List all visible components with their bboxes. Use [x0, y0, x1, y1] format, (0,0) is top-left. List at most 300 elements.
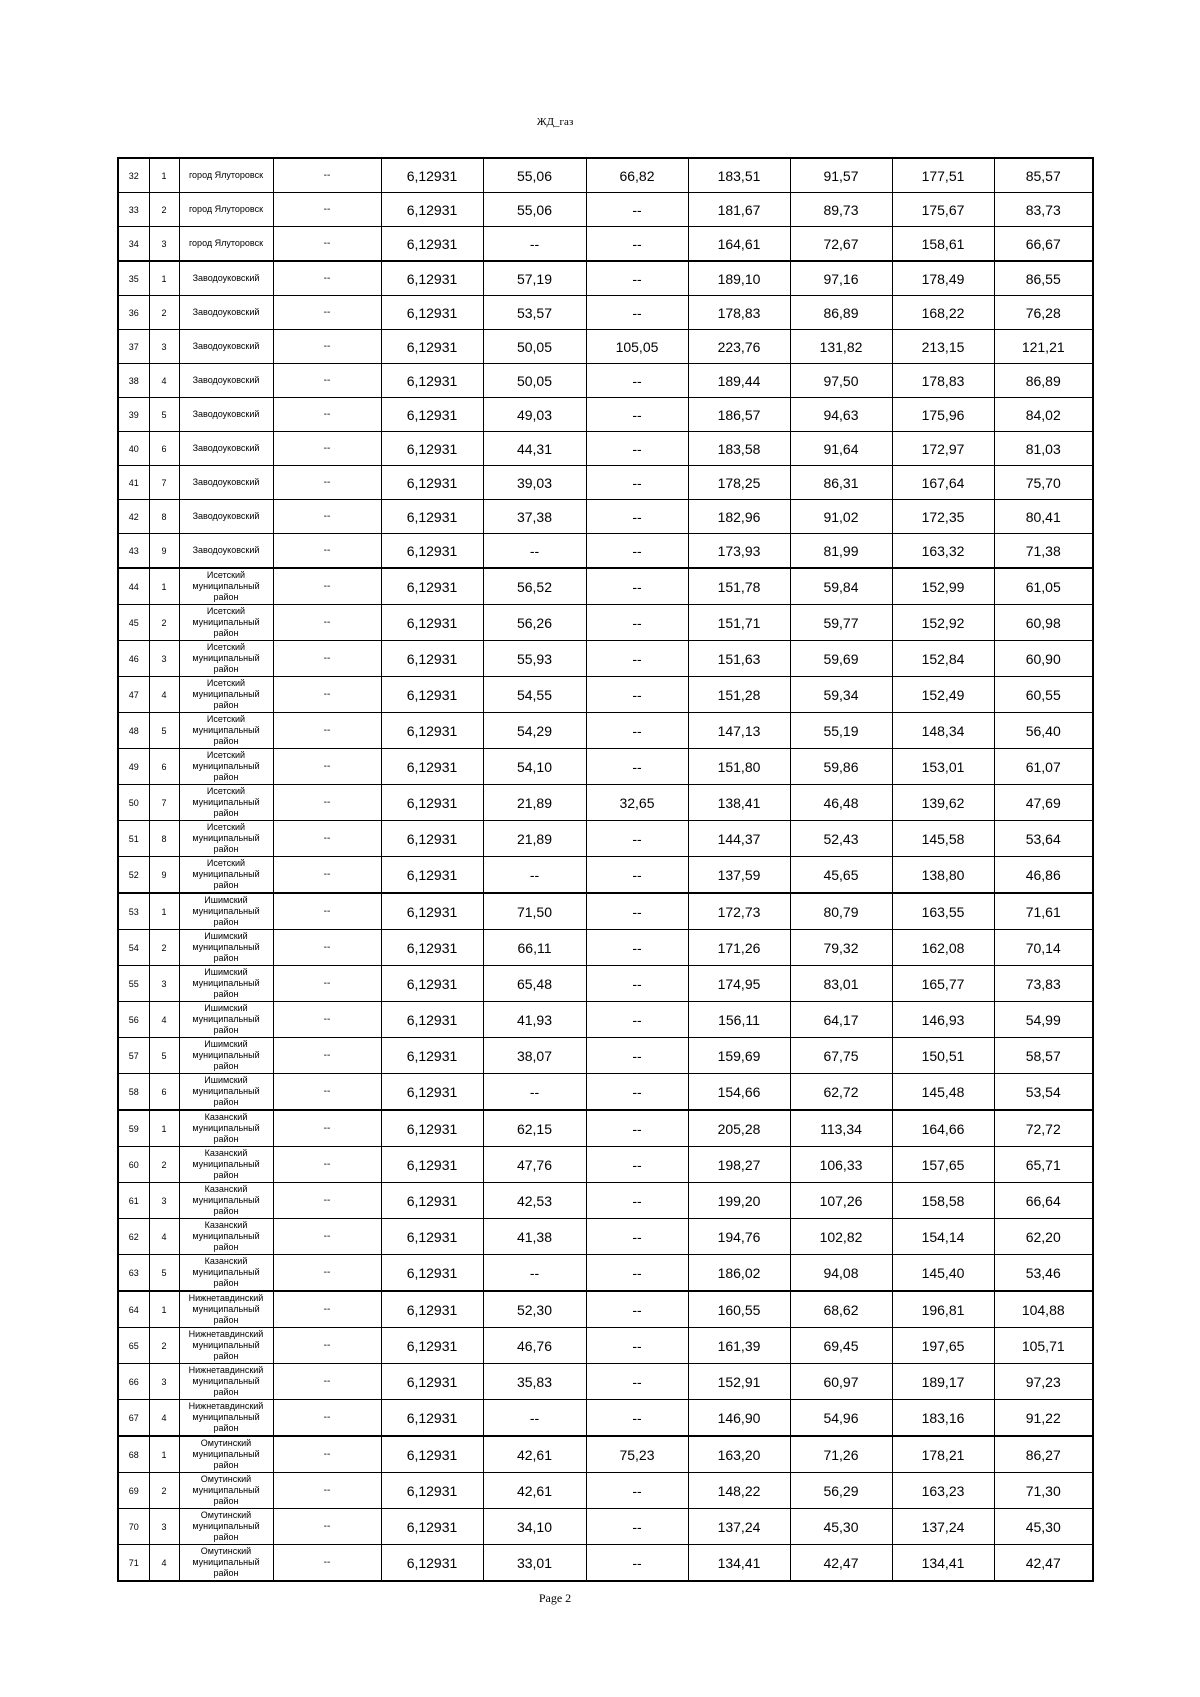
col10-cell: 178,83 [892, 364, 994, 398]
sub-number-cell: 1 [149, 1436, 179, 1473]
col5-cell: 6,12931 [381, 500, 483, 534]
col10-cell: 177,51 [892, 158, 994, 193]
sub-number-cell: 1 [149, 1291, 179, 1328]
col6-cell: 55,06 [483, 193, 586, 227]
col11-cell: 53,64 [994, 821, 1093, 857]
col9-cell: 67,75 [790, 1038, 892, 1074]
row-number-cell: 59 [118, 1110, 149, 1147]
sub-number-cell: 4 [149, 364, 179, 398]
col9-cell: 68,62 [790, 1291, 892, 1328]
col4-cell: -- [273, 1219, 381, 1255]
col8-cell: 178,25 [688, 466, 790, 500]
col7-cell: -- [586, 1509, 688, 1545]
col8-cell: 151,63 [688, 641, 790, 677]
table-row [118, 1364, 1093, 1400]
table-row [118, 398, 1093, 432]
col7-cell: -- [586, 364, 688, 398]
col7-cell: -- [586, 1147, 688, 1183]
row-number-cell: 36 [118, 296, 149, 330]
col6-cell: 41,93 [483, 1002, 586, 1038]
district-name-cell: Заводоуковский [179, 466, 273, 500]
col8-cell: 137,24 [688, 1509, 790, 1545]
col10-cell: 164,66 [892, 1110, 994, 1147]
col8-cell: 189,44 [688, 364, 790, 398]
col7-cell: 105,05 [586, 330, 688, 364]
district-name-cell: Заводоуковский [179, 500, 273, 534]
col11-cell: 86,27 [994, 1436, 1093, 1473]
data-table [117, 157, 1094, 1582]
col7-cell: -- [586, 1183, 688, 1219]
col6-cell: 49,03 [483, 398, 586, 432]
col5-cell: 6,12931 [381, 1255, 483, 1292]
col4-cell: -- [273, 785, 381, 821]
col6-cell: -- [483, 1255, 586, 1292]
col10-cell: 139,62 [892, 785, 994, 821]
table-row [118, 1545, 1093, 1582]
row-number-cell: 67 [118, 1400, 149, 1437]
col4-cell: -- [273, 227, 381, 262]
sub-number-cell: 3 [149, 966, 179, 1002]
col5-cell: 6,12931 [381, 261, 483, 296]
col6-cell: 21,89 [483, 785, 586, 821]
col5-cell: 6,12931 [381, 605, 483, 641]
col4-cell: -- [273, 1183, 381, 1219]
col7-cell: -- [586, 857, 688, 894]
table-row [118, 1219, 1093, 1255]
col5-cell: 6,12931 [381, 534, 483, 569]
col7-cell: -- [586, 1400, 688, 1437]
district-name-cell: Исетский муниципальный район [179, 749, 273, 785]
district-name-cell: Заводоуковский [179, 296, 273, 330]
col8-cell: 163,20 [688, 1436, 790, 1473]
col7-cell: -- [586, 1074, 688, 1111]
col4-cell: -- [273, 605, 381, 641]
col9-cell: 59,34 [790, 677, 892, 713]
col7-cell: -- [586, 821, 688, 857]
sub-number-cell: 8 [149, 500, 179, 534]
sub-number-cell: 5 [149, 713, 179, 749]
table-row [118, 193, 1093, 227]
table-row [118, 1038, 1093, 1074]
col8-cell: 156,11 [688, 1002, 790, 1038]
col5-cell: 6,12931 [381, 227, 483, 262]
district-name-cell: Омутинский муниципальный район [179, 1473, 273, 1509]
col7-cell: -- [586, 227, 688, 262]
col7-cell: -- [586, 1002, 688, 1038]
district-name-cell: Ишимский муниципальный район [179, 966, 273, 1002]
row-number-cell: 45 [118, 605, 149, 641]
col4-cell: -- [273, 821, 381, 857]
district-name-cell: Заводоуковский [179, 432, 273, 466]
col4-cell: -- [273, 1110, 381, 1147]
sub-number-cell: 2 [149, 193, 179, 227]
sub-number-cell: 1 [149, 568, 179, 605]
col10-cell: 145,40 [892, 1255, 994, 1292]
col6-cell: 44,31 [483, 432, 586, 466]
col4-cell: -- [273, 1255, 381, 1292]
col9-cell: 71,26 [790, 1436, 892, 1473]
sub-number-cell: 6 [149, 432, 179, 466]
col4-cell: -- [273, 1328, 381, 1364]
sub-number-cell: 5 [149, 1255, 179, 1292]
row-number-cell: 62 [118, 1219, 149, 1255]
col7-cell: -- [586, 296, 688, 330]
district-name-cell: Казанский муниципальный район [179, 1147, 273, 1183]
col11-cell: 104,88 [994, 1291, 1093, 1328]
col11-cell: 71,61 [994, 893, 1093, 930]
sub-number-cell: 2 [149, 1328, 179, 1364]
col10-cell: 146,93 [892, 1002, 994, 1038]
col10-cell: 167,64 [892, 466, 994, 500]
col10-cell: 168,22 [892, 296, 994, 330]
col9-cell: 56,29 [790, 1473, 892, 1509]
sub-number-cell: 4 [149, 1002, 179, 1038]
col7-cell: -- [586, 641, 688, 677]
row-number-cell: 58 [118, 1074, 149, 1111]
row-number-cell: 41 [118, 466, 149, 500]
col11-cell: 85,57 [994, 158, 1093, 193]
col9-cell: 62,72 [790, 1074, 892, 1111]
district-name-cell: Ишимский муниципальный район [179, 930, 273, 966]
sub-number-cell: 9 [149, 857, 179, 894]
col10-cell: 152,99 [892, 568, 994, 605]
col11-cell: 86,55 [994, 261, 1093, 296]
col6-cell: 54,10 [483, 749, 586, 785]
col4-cell: -- [273, 296, 381, 330]
col7-cell: -- [586, 1364, 688, 1400]
table-body [118, 158, 1093, 1581]
district-name-cell: город Ялуторовск [179, 193, 273, 227]
col4-cell: -- [273, 1436, 381, 1473]
col5-cell: 6,12931 [381, 785, 483, 821]
col10-cell: 178,49 [892, 261, 994, 296]
col6-cell: 56,26 [483, 605, 586, 641]
sub-number-cell: 4 [149, 677, 179, 713]
col8-cell: 172,73 [688, 893, 790, 930]
col6-cell: 66,11 [483, 930, 586, 966]
col11-cell: 53,46 [994, 1255, 1093, 1292]
col5-cell: 6,12931 [381, 1074, 483, 1111]
col4-cell: -- [273, 1002, 381, 1038]
col9-cell: 106,33 [790, 1147, 892, 1183]
col9-cell: 80,79 [790, 893, 892, 930]
col8-cell: 146,90 [688, 1400, 790, 1437]
sub-number-cell: 5 [149, 1038, 179, 1074]
col6-cell: 47,76 [483, 1147, 586, 1183]
row-number-cell: 38 [118, 364, 149, 398]
col11-cell: 83,73 [994, 193, 1093, 227]
col11-cell: 58,57 [994, 1038, 1093, 1074]
col5-cell: 6,12931 [381, 364, 483, 398]
row-number-cell: 47 [118, 677, 149, 713]
col5-cell: 6,12931 [381, 677, 483, 713]
district-name-cell: город Ялуторовск [179, 158, 273, 193]
col9-cell: 86,31 [790, 466, 892, 500]
row-number-cell: 70 [118, 1509, 149, 1545]
table-row [118, 227, 1093, 262]
col10-cell: 175,67 [892, 193, 994, 227]
sub-number-cell: 5 [149, 398, 179, 432]
col11-cell: 84,02 [994, 398, 1093, 432]
row-number-cell: 35 [118, 261, 149, 296]
table-row [118, 966, 1093, 1002]
sub-number-cell: 3 [149, 1509, 179, 1545]
col6-cell: 42,61 [483, 1436, 586, 1473]
col10-cell: 158,58 [892, 1183, 994, 1219]
sub-number-cell: 2 [149, 1147, 179, 1183]
col4-cell: -- [273, 568, 381, 605]
col4-cell: -- [273, 1291, 381, 1328]
col6-cell: 35,83 [483, 1364, 586, 1400]
row-number-cell: 68 [118, 1436, 149, 1473]
table-row [118, 364, 1093, 398]
district-name-cell: Ишимский муниципальный район [179, 1074, 273, 1111]
col4-cell: -- [273, 364, 381, 398]
district-name-cell: Исетский муниципальный район [179, 821, 273, 857]
table-row [118, 1436, 1093, 1473]
col10-cell: 158,61 [892, 227, 994, 262]
col8-cell: 148,22 [688, 1473, 790, 1509]
col10-cell: 150,51 [892, 1038, 994, 1074]
col10-cell: 138,80 [892, 857, 994, 894]
table-row [118, 1509, 1093, 1545]
col5-cell: 6,12931 [381, 398, 483, 432]
col4-cell: -- [273, 398, 381, 432]
col11-cell: 91,22 [994, 1400, 1093, 1437]
col7-cell: -- [586, 1291, 688, 1328]
col6-cell: -- [483, 1074, 586, 1111]
col6-cell: 65,48 [483, 966, 586, 1002]
table-row [118, 713, 1093, 749]
sub-number-cell: 3 [149, 1183, 179, 1219]
sub-number-cell: 1 [149, 1110, 179, 1147]
col11-cell: 121,21 [994, 330, 1093, 364]
col5-cell: 6,12931 [381, 193, 483, 227]
col6-cell: 50,05 [483, 364, 586, 398]
col10-cell: 213,15 [892, 330, 994, 364]
col11-cell: 70,14 [994, 930, 1093, 966]
col9-cell: 45,65 [790, 857, 892, 894]
col7-cell: -- [586, 534, 688, 569]
col9-cell: 91,02 [790, 500, 892, 534]
col11-cell: 60,98 [994, 605, 1093, 641]
row-number-cell: 71 [118, 1545, 149, 1582]
col6-cell: 52,30 [483, 1291, 586, 1328]
district-name-cell: Исетский муниципальный район [179, 785, 273, 821]
col5-cell: 6,12931 [381, 1291, 483, 1328]
col9-cell: 64,17 [790, 1002, 892, 1038]
col11-cell: 65,71 [994, 1147, 1093, 1183]
page-footer-number: Page 2 [538, 1591, 572, 1605]
col11-cell: 66,67 [994, 227, 1093, 262]
col9-cell: 59,86 [790, 749, 892, 785]
row-number-cell: 56 [118, 1002, 149, 1038]
col8-cell: 199,20 [688, 1183, 790, 1219]
col10-cell: 152,49 [892, 677, 994, 713]
row-number-cell: 40 [118, 432, 149, 466]
col7-cell: -- [586, 261, 688, 296]
col10-cell: 178,21 [892, 1436, 994, 1473]
row-number-cell: 52 [118, 857, 149, 894]
col7-cell: -- [586, 1038, 688, 1074]
row-number-cell: 43 [118, 534, 149, 569]
col6-cell: 34,10 [483, 1509, 586, 1545]
district-name-cell: Заводоуковский [179, 398, 273, 432]
col6-cell: 21,89 [483, 821, 586, 857]
col9-cell: 59,84 [790, 568, 892, 605]
col4-cell: -- [273, 713, 381, 749]
col6-cell: -- [483, 1400, 586, 1437]
col8-cell: 144,37 [688, 821, 790, 857]
col10-cell: 152,84 [892, 641, 994, 677]
col5-cell: 6,12931 [381, 821, 483, 857]
col10-cell: 148,34 [892, 713, 994, 749]
table-row [118, 785, 1093, 821]
table-row [118, 1002, 1093, 1038]
row-number-cell: 63 [118, 1255, 149, 1292]
sub-number-cell: 3 [149, 330, 179, 364]
row-number-cell: 69 [118, 1473, 149, 1509]
sub-number-cell: 7 [149, 785, 179, 821]
col9-cell: 52,43 [790, 821, 892, 857]
district-name-cell: Нижнетавдинский муниципальный район [179, 1328, 273, 1364]
table-row [118, 641, 1093, 677]
col9-cell: 81,99 [790, 534, 892, 569]
col9-cell: 69,45 [790, 1328, 892, 1364]
col5-cell: 6,12931 [381, 568, 483, 605]
col10-cell: 197,65 [892, 1328, 994, 1364]
row-number-cell: 42 [118, 500, 149, 534]
district-name-cell: Казанский муниципальный район [179, 1110, 273, 1147]
col5-cell: 6,12931 [381, 432, 483, 466]
col4-cell: -- [273, 857, 381, 894]
page-header-title: ЖД_газ [536, 116, 574, 128]
col7-cell: -- [586, 749, 688, 785]
col5-cell: 6,12931 [381, 466, 483, 500]
col8-cell: 154,66 [688, 1074, 790, 1111]
col7-cell: -- [586, 500, 688, 534]
col8-cell: 186,02 [688, 1255, 790, 1292]
col8-cell: 183,51 [688, 158, 790, 193]
col6-cell: 39,03 [483, 466, 586, 500]
col11-cell: 105,71 [994, 1328, 1093, 1364]
col4-cell: -- [273, 677, 381, 713]
row-number-cell: 44 [118, 568, 149, 605]
col8-cell: 183,58 [688, 432, 790, 466]
col6-cell: -- [483, 534, 586, 569]
col9-cell: 107,26 [790, 1183, 892, 1219]
table-row [118, 261, 1093, 296]
table-row [118, 466, 1093, 500]
district-name-cell: Исетский муниципальный район [179, 568, 273, 605]
col4-cell: -- [273, 466, 381, 500]
col6-cell: 71,50 [483, 893, 586, 930]
col11-cell: 61,05 [994, 568, 1093, 605]
table-row [118, 1473, 1093, 1509]
col11-cell: 80,41 [994, 500, 1093, 534]
table-row [118, 158, 1093, 193]
col8-cell: 137,59 [688, 857, 790, 894]
col11-cell: 97,23 [994, 1364, 1093, 1400]
district-name-cell: Исетский муниципальный район [179, 641, 273, 677]
sub-number-cell: 2 [149, 605, 179, 641]
col9-cell: 46,48 [790, 785, 892, 821]
col4-cell: -- [273, 1074, 381, 1111]
col10-cell: 196,81 [892, 1291, 994, 1328]
col4-cell: -- [273, 261, 381, 296]
col6-cell: 42,53 [483, 1183, 586, 1219]
col7-cell: 32,65 [586, 785, 688, 821]
col11-cell: 72,72 [994, 1110, 1093, 1147]
table-row [118, 1074, 1093, 1111]
sub-number-cell: 3 [149, 227, 179, 262]
col11-cell: 71,30 [994, 1473, 1093, 1509]
col10-cell: 152,92 [892, 605, 994, 641]
table-row [118, 330, 1093, 364]
col9-cell: 94,63 [790, 398, 892, 432]
col4-cell: -- [273, 641, 381, 677]
col10-cell: 172,35 [892, 500, 994, 534]
col7-cell: -- [586, 930, 688, 966]
col9-cell: 102,82 [790, 1219, 892, 1255]
col7-cell: -- [586, 568, 688, 605]
col7-cell: 75,23 [586, 1436, 688, 1473]
col4-cell: -- [273, 966, 381, 1002]
col8-cell: 189,10 [688, 261, 790, 296]
table-row [118, 930, 1093, 966]
col8-cell: 186,57 [688, 398, 790, 432]
col9-cell: 79,32 [790, 930, 892, 966]
sub-number-cell: 4 [149, 1545, 179, 1582]
row-number-cell: 65 [118, 1328, 149, 1364]
table-row [118, 893, 1093, 930]
district-name-cell: Исетский муниципальный район [179, 677, 273, 713]
col11-cell: 71,38 [994, 534, 1093, 569]
col7-cell: -- [586, 1328, 688, 1364]
district-name-cell: Заводоуковский [179, 261, 273, 296]
col10-cell: 153,01 [892, 749, 994, 785]
row-number-cell: 50 [118, 785, 149, 821]
col8-cell: 160,55 [688, 1291, 790, 1328]
table-row [118, 857, 1093, 894]
col4-cell: -- [273, 1364, 381, 1400]
col5-cell: 6,12931 [381, 857, 483, 894]
col4-cell: -- [273, 1400, 381, 1437]
col6-cell: -- [483, 227, 586, 262]
col4-cell: -- [273, 500, 381, 534]
table-row [118, 1183, 1093, 1219]
table-row [118, 677, 1093, 713]
table-row [118, 1110, 1093, 1147]
col8-cell: 152,91 [688, 1364, 790, 1400]
table-row [118, 500, 1093, 534]
col11-cell: 53,54 [994, 1074, 1093, 1111]
col10-cell: 145,58 [892, 821, 994, 857]
sub-number-cell: 6 [149, 749, 179, 785]
col9-cell: 89,73 [790, 193, 892, 227]
sub-number-cell: 2 [149, 296, 179, 330]
district-name-cell: Нижнетавдинский муниципальный район [179, 1364, 273, 1400]
col5-cell: 6,12931 [381, 1328, 483, 1364]
row-number-cell: 49 [118, 749, 149, 785]
row-number-cell: 51 [118, 821, 149, 857]
col4-cell: -- [273, 432, 381, 466]
table-row [118, 1400, 1093, 1437]
district-name-cell: Исетский муниципальный район [179, 605, 273, 641]
table-row [118, 1147, 1093, 1183]
col5-cell: 6,12931 [381, 296, 483, 330]
col4-cell: -- [273, 330, 381, 364]
